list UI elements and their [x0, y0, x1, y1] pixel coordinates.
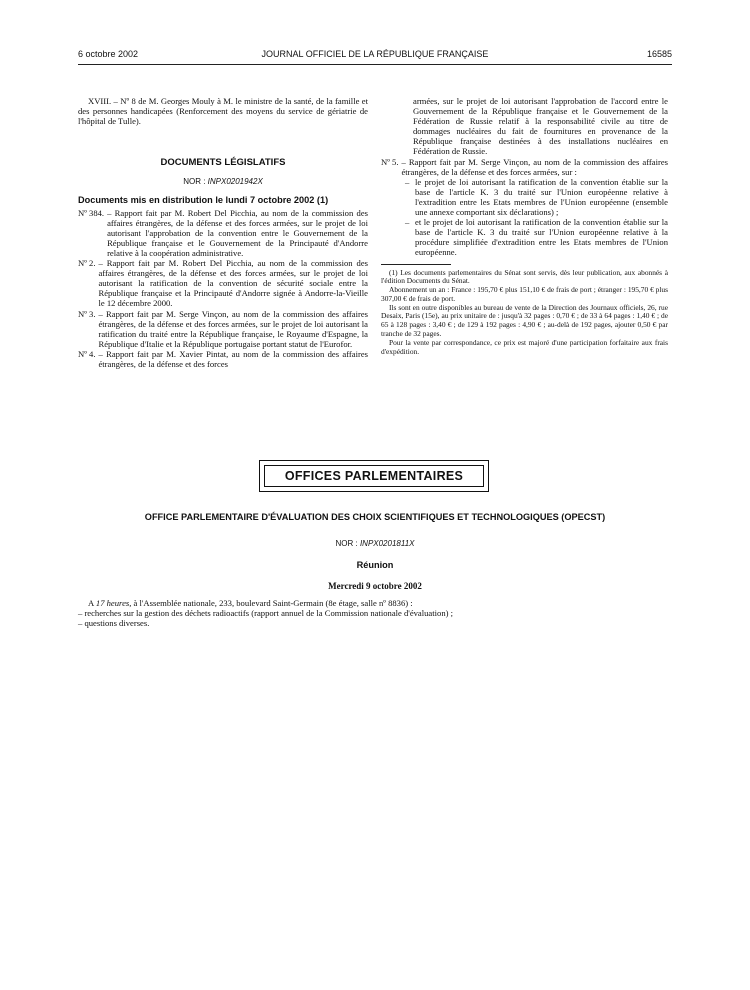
document-entry — [78, 208, 368, 258]
footnote-1: (1) Les documents parlementaires du Sénat sont servis, dès leur publication, aux abonnés à l'édition Documents du Sénat. — [381, 267, 668, 286]
header-rule — [78, 64, 672, 65]
meeting-intro — [78, 598, 672, 608]
footnote-mail-order: Pour la vente par correspondance, ce prix est majoré d'une participation forfaitaire aux frais d'expédition. — [381, 337, 668, 356]
left-column — [78, 96, 368, 369]
meeting-location: à l'Assemblée nationale, 233, boulevard Saint-Germain (8e étage, salle nº 8836) : — [131, 598, 413, 608]
dash-marker: – — [405, 217, 410, 228]
agenda-item: – questions diverses. — [78, 618, 150, 629]
entry-text: – Rapport fait par M. Robert Del Picchia, au nom de la commission des affaires étrangères, de la défense et des forces armées, sur le projet de loi autorisant la ratification de la convention de sécurité sociale entre la République française et la Principauté d'Andorre signée à Andorre-la-Vieille le 12 décembre 2000. — [98, 258, 368, 309]
entry-number: Nº 2. — [78, 258, 96, 269]
entry-5-sub-list — [381, 177, 668, 258]
docs-legislatifs-title: DOCUMENTS LÉGISLATIFS — [160, 157, 286, 169]
sub-list-item — [405, 177, 668, 217]
entry-number: Nº 3. — [78, 308, 96, 319]
docs-nor-label: NOR : — [183, 177, 208, 187]
opecst-nor — [78, 539, 672, 548]
footnote-subscription: Abonnement un an : France : 195,70 € plus 151,10 € de frais de port ; étranger : 195,70 € plus 307,00 € de frais de port. — [381, 285, 668, 303]
entry-text: – Rapport fait par M. Serge Vinçon, au nom de la commission des affaires étrangères, de la défense et des forces armées, sur : — [401, 156, 668, 177]
meeting-intro-a: A — [88, 598, 96, 608]
entry-number: Nº 384. — [78, 207, 105, 218]
opecst-nor-value: INPX0201811X — [359, 539, 415, 548]
sub-item-text: le projet de loi autorisant la ratification de la convention établie sur la base de l'article K. 3 du traité sur l'Union européenne relative à l'extradition entre les Etats membres de l'Union européenne (ensemble une annexe comportant six déclarations) ; — [415, 176, 668, 218]
distribution-heading: Documents mis en distribution le lundi 7 octobre 2002 (1) — [78, 195, 329, 206]
footnote-rule — [381, 264, 451, 265]
docs-nor-value: INPX0201942X — [207, 177, 263, 187]
document-entry — [78, 258, 368, 308]
entry-number: Nº 4. — [78, 348, 96, 359]
document-list — [78, 208, 368, 370]
header-page-number: 16585 — [646, 49, 672, 59]
sub-item-text: et le projet de loi autorisant la ratification de la convention établie sur la base de l'article K. 3 du traité sur l'Union européenne relative à la procédure simplifiée d'extradition entre les Etats membres de l'Union européenne. — [415, 217, 668, 258]
dash-marker: – — [405, 176, 410, 187]
page-header — [78, 49, 672, 63]
entry-text: – Rapport fait par M. Robert Del Picchia, au nom de la commission des affaires étrangères, de la défense et des forces armées, sur le projet de loi autorisant l'approbation de la convention entre le Gouvernement de la République française et le Gouvernement de la Principauté d'Andorre relative à la coopération administrative. — [107, 207, 368, 258]
sub-list-item — [405, 217, 668, 257]
footnote-prices: Ils sont en outre disponibles au bureau de vente de la Direction des Journaux officiels, 26, rue Desaix, Paris (15e), au prix unitaire de : jusqu'à 32 pages : 0,70 € ; de 33 à 64 pages : 1,40 € ; de 65 à 128 pages : 3,40 € ; de 129 à 192 pages : 4,90 € ; au-delà de 192 pages, ajouter 0,50 € par tranche de 32 pages. — [381, 302, 668, 339]
question-xviii: XVIII. – Nº 8 de M. Georges Mouly à M. le ministre de la santé, de la famille et des personnes handicapées (Renforcement des moyens du service de gériatrie de l'hôpital de Tulle). — [78, 96, 368, 127]
agenda-item: – recherches sur la gestion des déchets radioactifs (rapport annuel de la Commission nationale d'évaluation) ; — [78, 608, 454, 619]
entry-number: Nº 5. — [381, 156, 399, 167]
reunion-heading: Réunion — [356, 560, 394, 570]
opecst-title: OFFICE PARLEMENTAIRE D'ÉVALUATION DES CHOIX SCIENTIFIQUES ET TECHNOLOGIQUES (OPECST) — [144, 512, 606, 522]
opecst-nor-label: NOR : — [335, 539, 360, 548]
header-journal-title: JOURNAL OFFICIEL DE LA RÉPUBLIQUE FRANÇAISE — [261, 49, 489, 59]
document-entry — [381, 157, 668, 177]
docs-nor — [78, 177, 368, 187]
document-entry — [78, 349, 368, 369]
offices-section-title: OFFICES PARLEMENTAIRES — [264, 465, 484, 487]
meeting-time: 17 heures, — [95, 598, 132, 608]
header-date: 6 octobre 2002 — [78, 49, 139, 59]
entry-text: – Rapport fait par M. Xavier Pintat, au nom de la commission des affaires étrangères, de la défense et des forces — [98, 348, 368, 369]
document-entry — [78, 309, 368, 349]
entry-4-continuation: armées, sur le projet de loi autorisant l'approbation de l'accord entre le Gouvernement de la République française et le Gouvernement de la Fédération de Russie relatif à la responsabilité civile au titre de dommages nucléaires du fait de fournitures en provenance de la République française destinées à des installations nucléaires en Fédération de Russie. — [413, 96, 668, 157]
right-column — [381, 96, 668, 356]
offices-section-box — [259, 460, 489, 492]
meeting-agenda — [78, 598, 672, 628]
entry-text: – Rapport fait par M. Serge Vinçon, au nom de la commission des affaires étrangères, de la défense et des forces armées, sur le projet de loi autorisant la ratification du traité entre la République française, le Royaume d'Espagne, la République d'Italie et la République portugaise portant statut de l'Eurofor. — [98, 308, 368, 349]
meeting-date: Mercredi 9 octobre 2002 — [328, 581, 422, 591]
